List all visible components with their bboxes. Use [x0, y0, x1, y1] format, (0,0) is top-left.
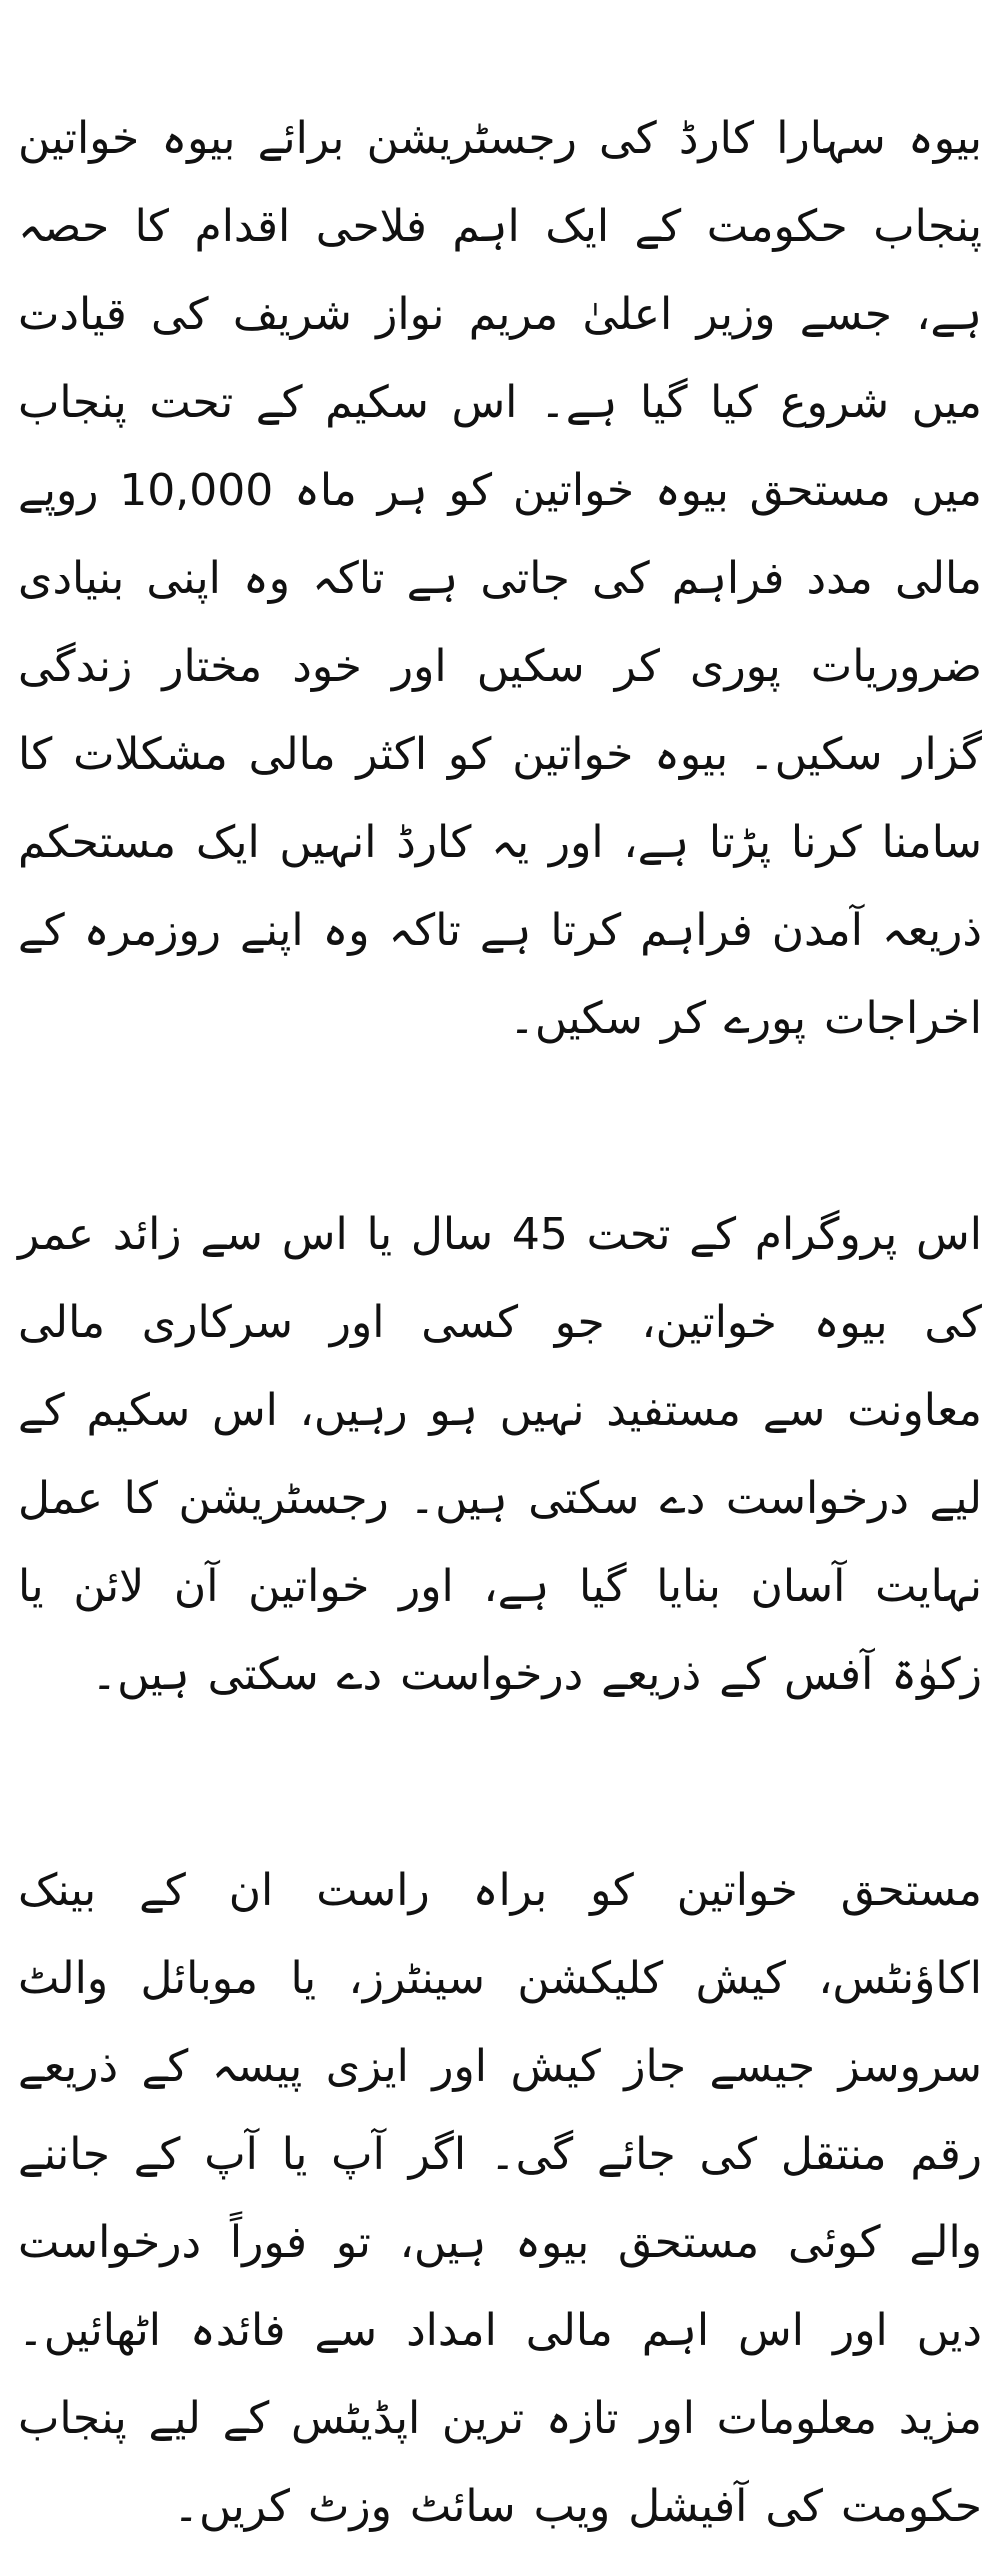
article-paragraph: بیوہ سہارا کارڈ کی رجسٹریشن برائے بیوہ خواتین پنجاب حکومت کے ایک اہم فلاحی اقدام کا حصہ ہے، جسے وزیر اعلیٰ مریم نواز شریف کی قیادت میں شروع کیا گیا ہے۔ اس سکیم کے تحت پنجاب میں مستحق بیوہ خواتین کو ہر ماہ 10,000 روپے مالی مدد فراہم کی جاتی ہے تاکہ وہ اپنی بنیادی ضروریات پوری کر سکیں اور خود مختار زندگی گزار سکیں۔ بیوہ خواتین کو اکثر مالی مشکلات کا سامنا کرنا پڑتا ہے، اور یہ کارڈ انہیں ایک مستحکم ذریعہ آمدن فراہم کرتا ہے تاکہ وہ اپنے روزمرہ کے اخراجات پورے کر سکیں۔	[18, 113, 982, 1044]
article-paragraph: اس پروگرام کے تحت 45 سال یا اس سے زائد عمر کی بیوہ خواتین، جو کسی اور سرکاری مالی معاونت سے مستفید نہیں ہو رہیں، اس سکیم کے لیے درخواست دے سکتی ہیں۔ رجسٹریشن کا عمل نہایت آسان بنایا گیا ہے، اور خواتین آن لائن یا زکوٰۃ آفس کے ذریعے درخواست دے سکتی ہیں۔	[18, 1209, 982, 1700]
article-paragraph: مستحق خواتین کو براہ راست ان کے بینک اکاؤنٹس، کیش کلیکشن سینٹرز، یا موبائل والٹ سروسز جیسے جاز کیش اور ایزی پیسہ کے ذریعے رقم منتقل کی جائے گی۔ اگر آپ یا آپ کے جاننے والے کوئی مستحق بیوہ ہیں، تو فوراً درخواست دیں اور اس اہم مالی امداد سے فائدہ اٹھائیں۔ مزید معلومات اور تازہ ترین اپڈیٹس کے لیے پنجاب حکومت کی آفیشل ویب سائٹ وزٹ کریں۔	[18, 1865, 982, 2532]
